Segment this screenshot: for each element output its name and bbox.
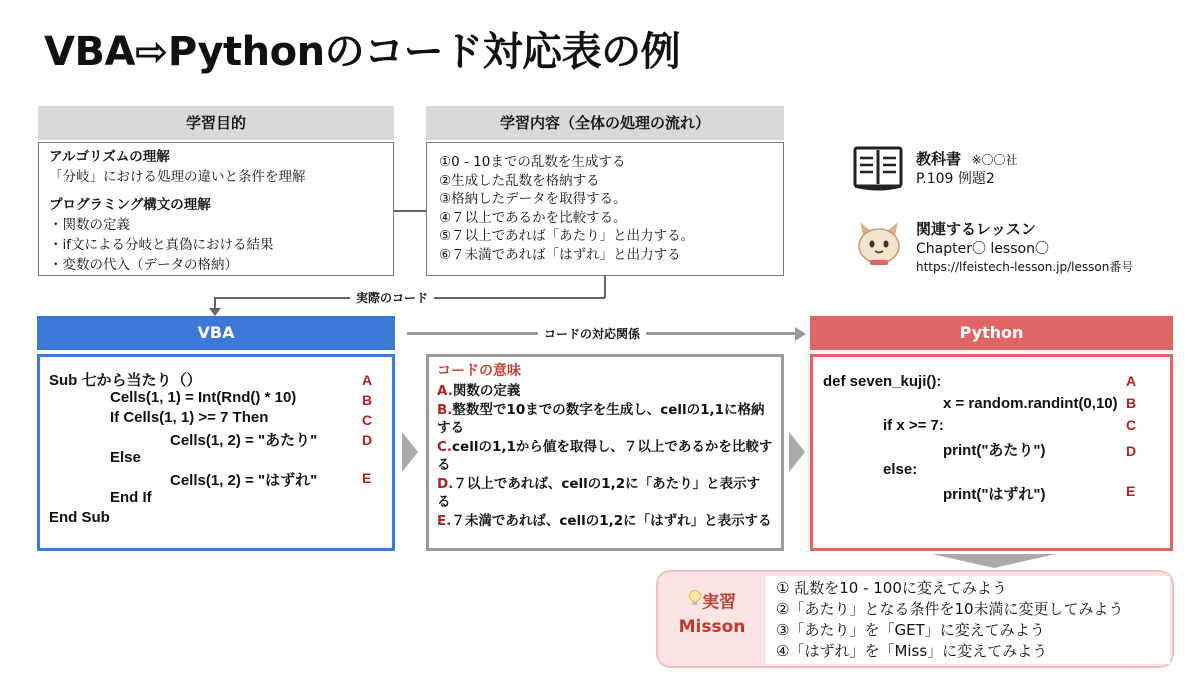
purpose-line — [49, 187, 383, 195]
python-code-line: def seven_kuji(): — [823, 373, 942, 390]
content-header: 学習内容（全体の処理の流れ） — [426, 106, 784, 140]
purpose-line: アルゴリズムの理解 — [49, 149, 170, 165]
meaning-text: 整数型で10までの数字を生成し、cellの1,1に格納する — [437, 402, 765, 436]
purpose-line: ・変数の代入（データの格納） — [49, 257, 238, 273]
meaning-letter: E. — [437, 513, 452, 529]
vba-code-line: End Sub — [49, 509, 110, 526]
content-box — [426, 142, 784, 276]
meaning-letter: D. — [437, 476, 454, 492]
mission-list — [766, 576, 1170, 664]
actual-code-label: 実際のコード — [350, 289, 434, 306]
python-letter: C — [1126, 417, 1137, 433]
python-code-box — [810, 354, 1173, 551]
arrow-right-icon — [795, 327, 806, 341]
python-code-line: if x >= 7: — [883, 417, 944, 434]
vba-code-line: Cells(1, 2) = "あたり" — [170, 432, 318, 449]
vba-code-line: Else — [110, 449, 141, 466]
vba-code-line: Sub 七から当たり（） — [49, 372, 202, 389]
python-code-line: else: — [883, 461, 918, 478]
connector-line — [604, 276, 606, 298]
lightbulb-icon — [688, 590, 702, 615]
mission-panel — [656, 570, 1174, 668]
vba-code-line: Cells(1, 1) = Int(Rnd() * 10) — [110, 389, 297, 406]
meaning-text: cellの1,1から値を取得し、７以上であるかを比較する — [437, 439, 773, 473]
python-letter: A — [1126, 373, 1137, 389]
python-code-line: x = random.randint(0,10) — [943, 395, 1118, 412]
mission-item: ① 乱数を10 - 100に変えてみよう — [776, 579, 1007, 597]
vba-letter: B — [362, 392, 373, 408]
mission-item: ④「はずれ」を「Miss」に変えてみよう — [776, 642, 1048, 660]
mission-title-line2: Misson — [678, 617, 746, 637]
vba-letter: D — [362, 432, 373, 448]
meaning-box — [426, 354, 784, 551]
vba-letter: E — [362, 470, 372, 486]
purpose-header: 学習目的 — [38, 106, 394, 140]
meaning-letter: A. — [437, 382, 453, 399]
cat-mascot-icon — [852, 216, 906, 270]
vba-letter: A — [362, 372, 373, 388]
purpose-line: プログラミング構文の理解 — [49, 197, 211, 213]
meaning-letter: B. — [437, 402, 453, 418]
mission-title-row — [664, 590, 760, 615]
meaning-item — [437, 439, 773, 474]
meaning-text: 関数の定義 — [452, 382, 521, 399]
python-letter: E — [1126, 483, 1136, 499]
content-step: ⑥７未満であれば「はずれ」と出力する — [439, 246, 681, 263]
purpose-line: 「分岐」における処理の違いと条件を理解 — [49, 169, 306, 185]
meaning-text: ７以上であれば、cellの1,2に「あたり」と表示する — [437, 476, 761, 510]
mission-item: ③「あたり」を「GET」に変えてみよう — [776, 621, 1045, 639]
lesson-url[interactable]: https://lfeistech-lesson.jp/lesson番号 — [916, 260, 1134, 274]
arrow-right-icon — [402, 432, 418, 472]
purpose-line: ・if文による分岐と真偽における結果 — [49, 237, 274, 253]
vba-code-line: If Cells(1, 1) >= 7 Then — [110, 409, 269, 426]
connector-line — [394, 210, 426, 212]
arrow-down-icon — [209, 308, 221, 316]
content-step: ④７以上であるかを比較する。 — [439, 209, 627, 226]
python-letter: B — [1126, 395, 1137, 411]
content-step: ③格納したデータを取得する。 — [439, 191, 627, 207]
textbook-note: ※〇〇社 — [971, 153, 1018, 167]
meaning-letter: C. — [437, 439, 453, 455]
mission-title — [664, 590, 760, 639]
lesson-chapter: Chapter〇 lesson〇 — [916, 241, 1049, 257]
meaning-item — [437, 402, 773, 437]
python-header: Python — [810, 316, 1173, 350]
lesson-label: 関連するレッスン — [916, 220, 1036, 238]
vba-code-line: Cells(1, 2) = "はずれ" — [170, 472, 318, 489]
content-step: ①0 - 10までの乱数を生成する — [439, 154, 626, 170]
arrow-right-icon — [789, 432, 805, 472]
vba-header: VBA — [37, 316, 395, 350]
meaning-title: コードの意味 — [437, 363, 521, 379]
textbook-label-row — [916, 148, 1018, 169]
python-letter: D — [1126, 443, 1137, 459]
python-code-line: print("あたり") — [943, 442, 1046, 459]
mission-item: ②「あたり」となる条件を10未満に変更してみよう — [776, 600, 1124, 618]
vba-letter: C — [362, 412, 373, 428]
meaning-item — [437, 383, 773, 401]
textbook-label: 教科書 — [916, 150, 962, 168]
textbook-page: P.109 例題2 — [916, 171, 995, 187]
vba-code-box — [37, 354, 395, 551]
meaning-item — [437, 476, 773, 511]
book-icon — [852, 144, 904, 192]
content-step: ⑤７以上であれば「あたり」と出力する。 — [439, 228, 695, 244]
purpose-box — [38, 142, 394, 276]
arrow-down-icon — [932, 554, 1056, 568]
purpose-line: ・関数の定義 — [49, 217, 130, 233]
python-code-line: print("はずれ") — [943, 486, 1046, 503]
vba-code-line: End If — [110, 489, 152, 506]
meaning-item — [437, 513, 773, 531]
correspondence-label: コードの対応関係 — [538, 325, 646, 342]
mission-title-line1: 実習 — [702, 592, 736, 613]
content-step: ②生成した乱数を格納する — [439, 172, 600, 189]
meaning-text: ７未満であれば、cellの1,2に「はずれ」と表示する — [451, 513, 772, 529]
page-title: VBA⇨Pythonのコード対応表の例 — [44, 29, 681, 75]
